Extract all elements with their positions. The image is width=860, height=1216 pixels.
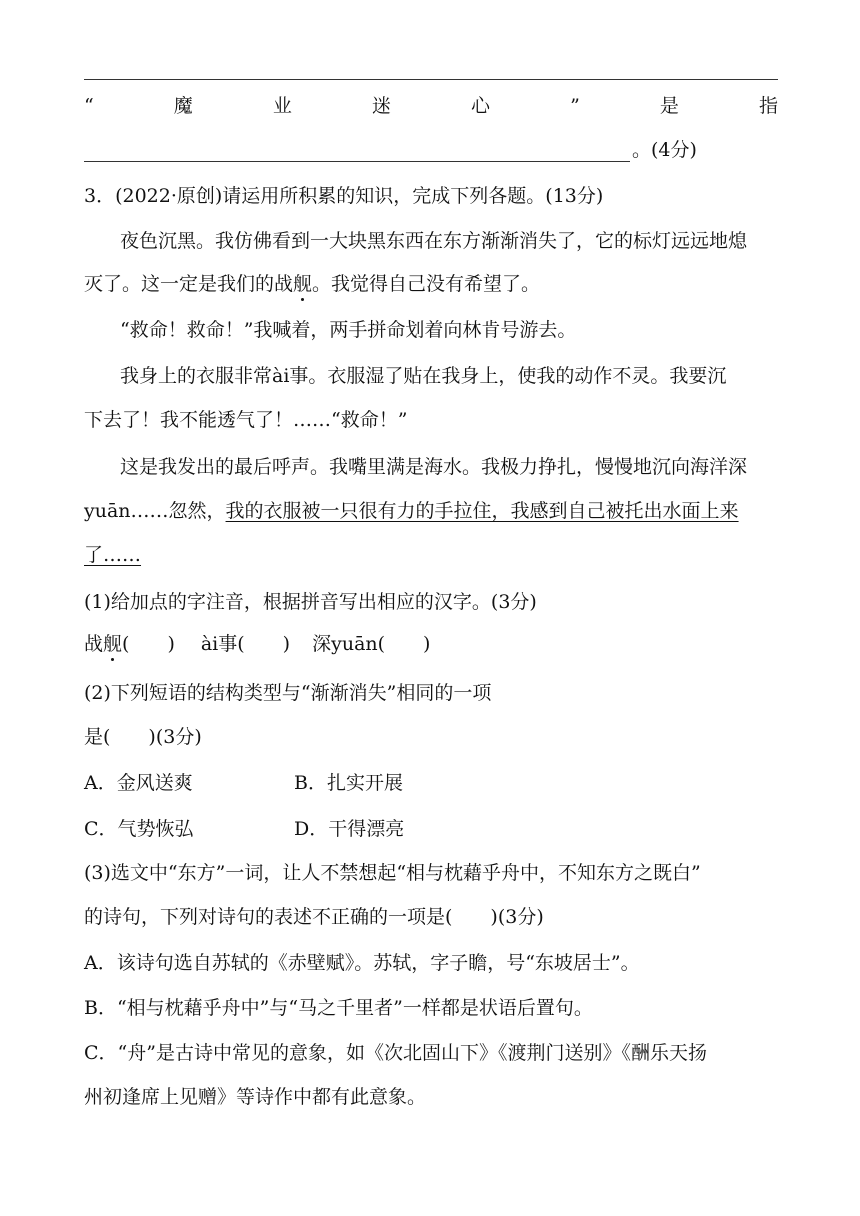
dotted-char: 舰 (293, 273, 313, 295)
sub2-option-a[interactable]: A．金风送爽 (84, 772, 193, 794)
underlined-sentence: 我的衣服被一只很有力的手拉住，我感到自己被托出水面上来 (225, 500, 739, 522)
passage-p4-line2 (84, 499, 739, 523)
sub1-item1-text: 战 (84, 633, 104, 655)
prev-question-fill-line (84, 94, 778, 118)
sub2-prompt-line2: 是( )(3分) (84, 726, 202, 748)
sub1-prompt: (1)给加点的字注音，根据拼音写出相应的汉字。(3分) (84, 591, 537, 613)
passage-p4-line1: 这是我发出的最后呼声。我嘴里满是海水。我极力挣扎，慢慢地沉向海洋深 (120, 456, 748, 478)
sub3-prompt-line2: 的诗句，下列对诗句的表述不正确的一项是( )(3分) (84, 906, 544, 928)
prev-char: 是 (659, 95, 679, 117)
sub1-item1-answer-blank[interactable]: ( ) (122, 633, 175, 655)
prev-char: ” (570, 95, 580, 117)
passage-text: 灭了。这一定是我们的战 (84, 273, 294, 295)
sub2-option-d[interactable]: D．干得漂亮 (294, 818, 405, 840)
passage-text: yuān……忽然， (84, 500, 226, 522)
sub3-option-a[interactable]: A．该诗句选自苏轼的《赤壁赋》。苏轼，字子瞻，号“东坡居士”。 (84, 952, 640, 974)
sub2-prompt-line1: (2)下列短语的结构类型与“渐渐消失”相同的一项 (84, 682, 492, 704)
prev-char: 迷 (371, 95, 391, 117)
top-divider (84, 79, 778, 80)
passage-p4-line3 (84, 543, 141, 567)
sub1-item2[interactable]: ài事( ) (200, 633, 291, 655)
prev-char: “ (84, 95, 94, 117)
passage-p1-line2 (84, 272, 540, 296)
question-3-header: 3．(2022·原创)请运用所积累的知识，完成下列各题。(13分) (84, 185, 604, 207)
prev-answer-score: 。(4分) (632, 139, 697, 161)
prev-answer-line (84, 138, 697, 162)
prev-char: 指 (758, 95, 778, 117)
sub3-option-c-line1[interactable]: C．“舟”是古诗中常见的意象，如《次北固山下》《渡荆门送别》《酬乐天扬 (84, 1042, 707, 1064)
sub1-items (84, 632, 430, 656)
sub1-item3[interactable]: 深yuān( ) (312, 633, 431, 655)
sub3-option-b[interactable]: B．“相与枕藉乎舟中”与“马之千里者”一样都是状语后置句。 (84, 997, 593, 1019)
prev-char: 心 (471, 95, 491, 117)
passage-p3-line1: 我身上的衣服非常ài事。衣服湿了贴在我身上，使我的动作不灵。我要沉 (120, 365, 727, 387)
passage-text: 。我觉得自己没有希望了。 (312, 273, 541, 295)
answer-blank[interactable] (84, 141, 630, 162)
passage-p1-line1: 夜色沉黑。我仿佛看到一大块黑东西在东方渐渐消失了，它的标灯远远地熄 (120, 230, 748, 252)
sub3-prompt-line1: (3)选文中“东方”一词，让人不禁想起“相与枕藉乎舟中，不知东方之既白” (84, 862, 701, 884)
sub2-option-c[interactable]: C．气势恢弘 (84, 818, 194, 840)
sub2-option-b[interactable]: B．扎实开展 (294, 772, 403, 794)
underlined-sentence-end: 了…… (84, 544, 142, 566)
passage-p3-line2: 下去了！我不能透气了！……“救命！” (84, 409, 408, 431)
prev-char: 魔 (173, 95, 193, 117)
passage-p2: “救命！救命！”我喊着，两手拼命划着向林肯号游去。 (120, 319, 577, 341)
sub3-option-c-line2[interactable]: 州初逢席上见赠》等诗作中都有此意象。 (84, 1086, 427, 1108)
prev-char: 业 (272, 95, 292, 117)
dotted-char: 舰 (103, 633, 123, 655)
